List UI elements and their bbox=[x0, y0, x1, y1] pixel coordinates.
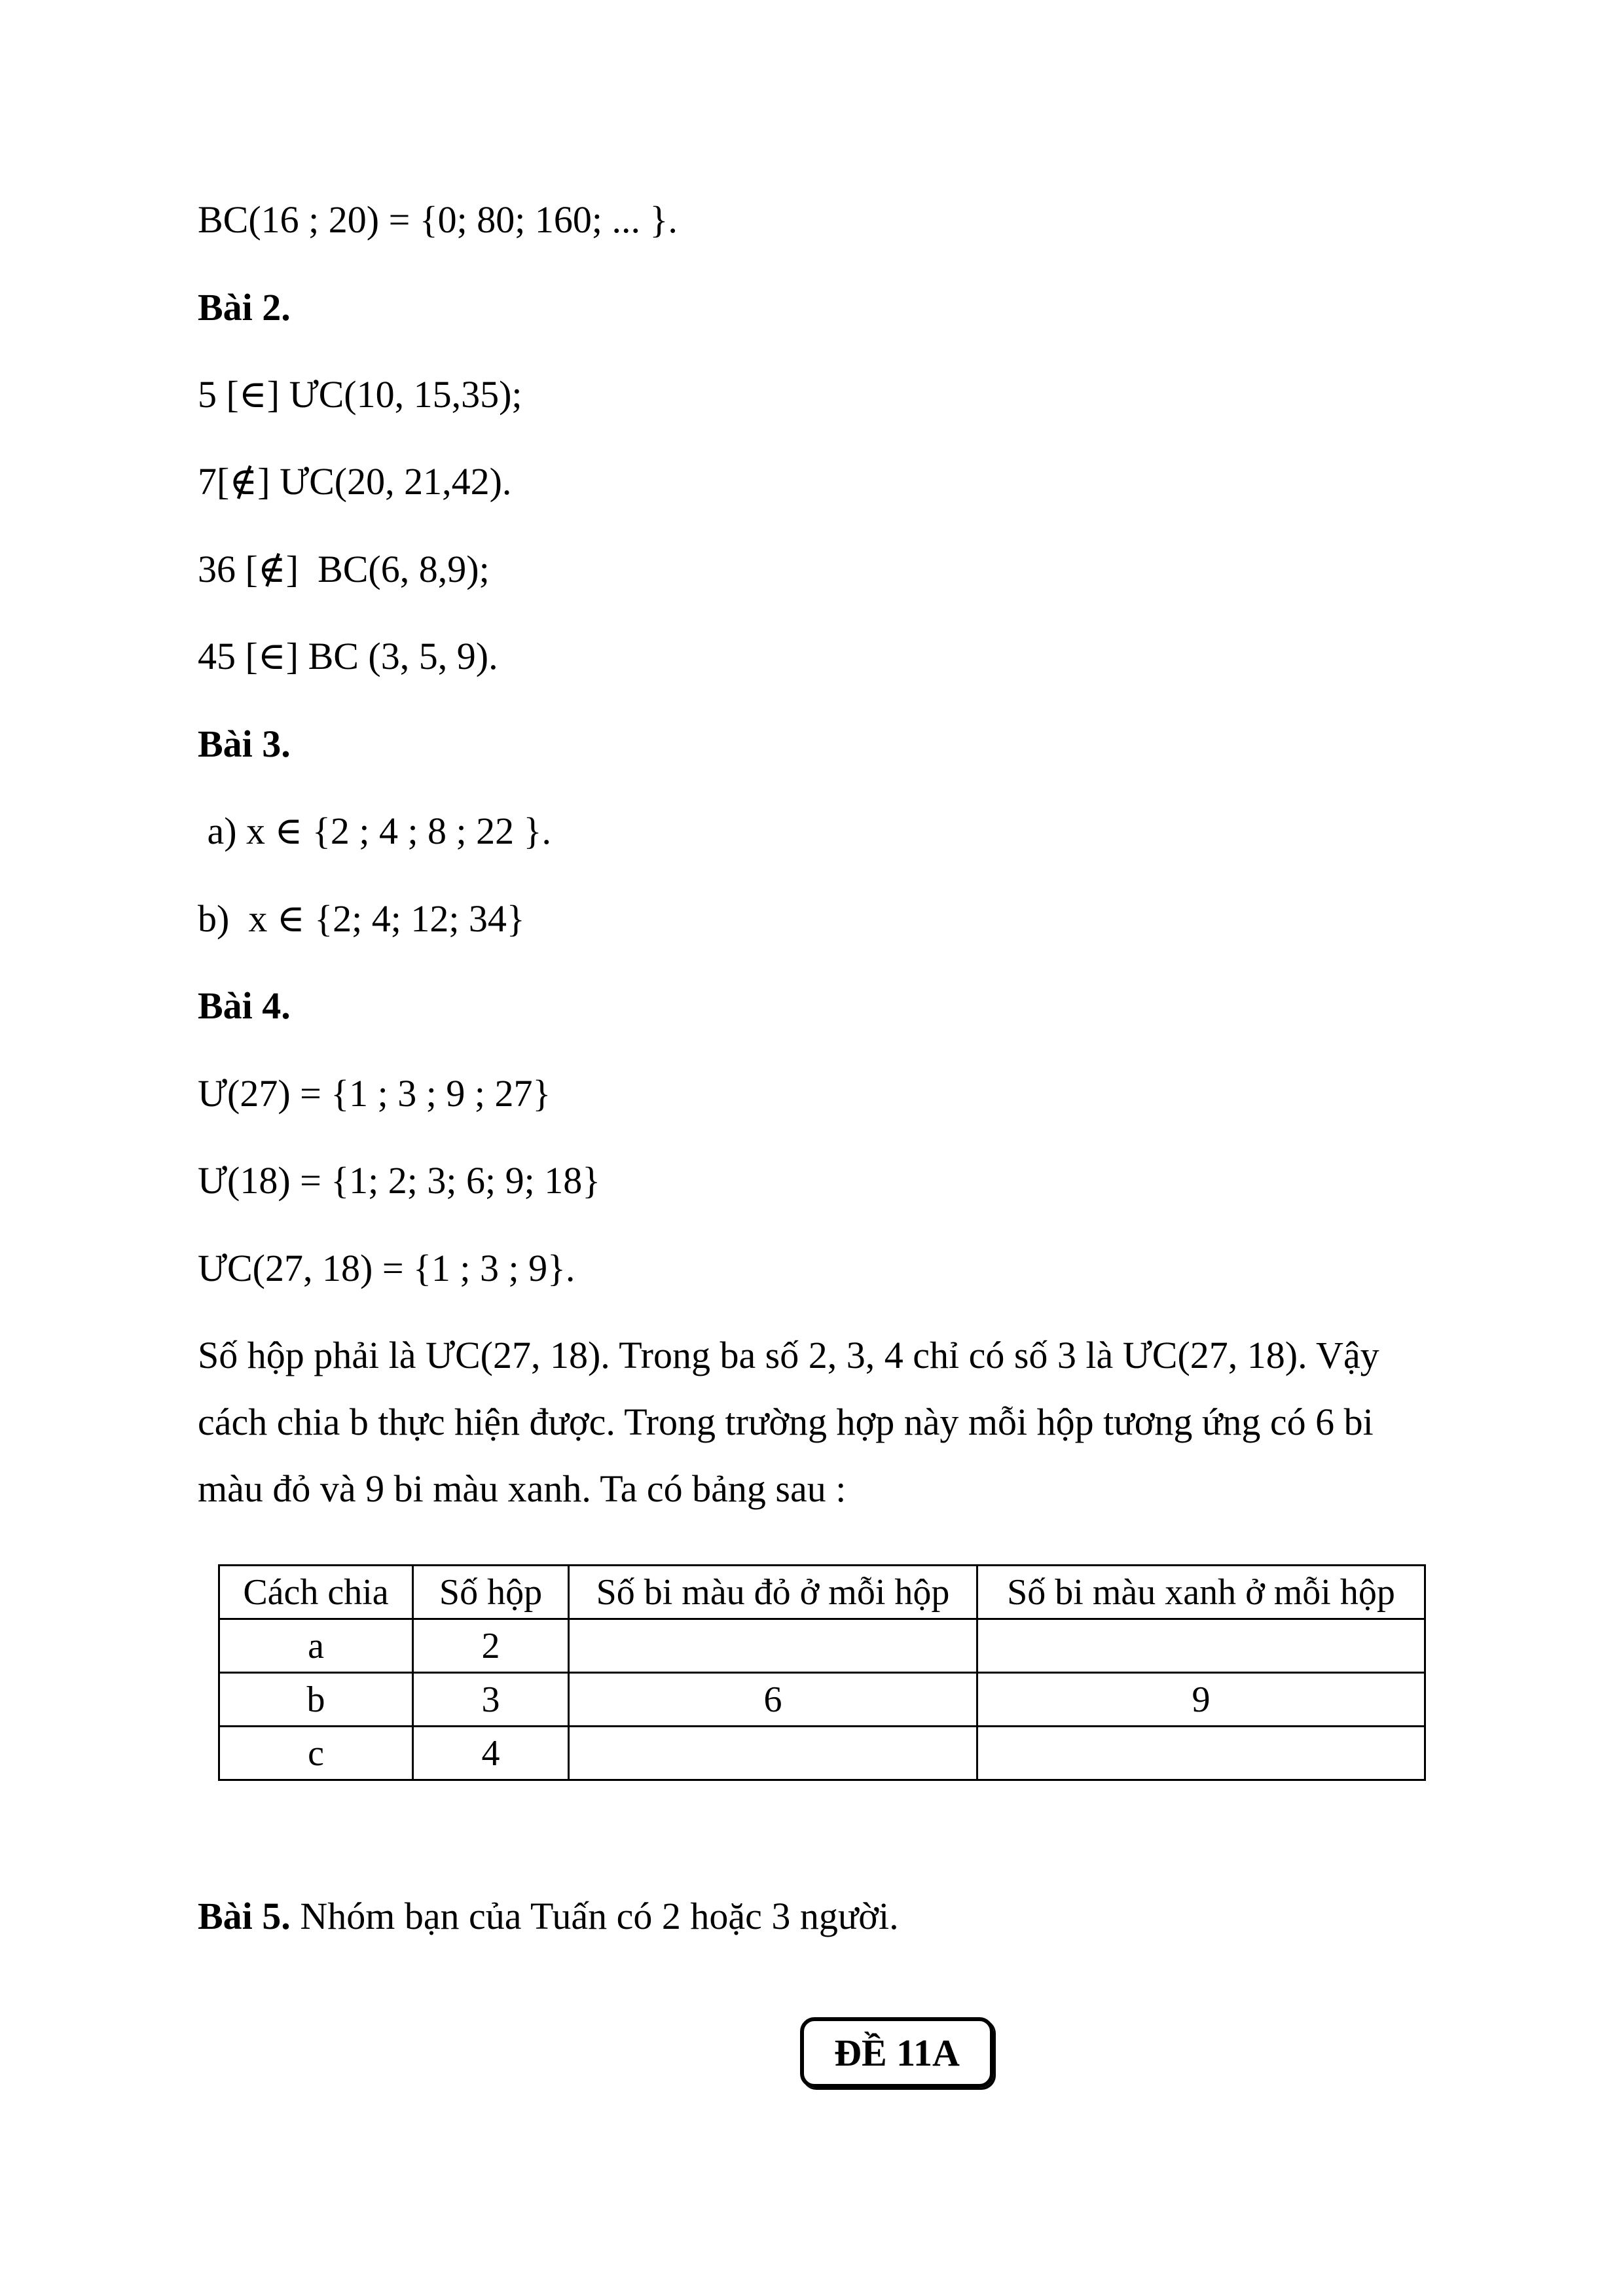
table-cell: 3 bbox=[413, 1673, 569, 1727]
table-cell: 2 bbox=[413, 1619, 569, 1673]
bai2-line-3: 36 [∉] BC(6, 8,9); bbox=[198, 548, 490, 590]
bai2-line-1: 5 [∈] ƯC(10, 15,35); bbox=[198, 373, 522, 416]
bai2-line-4: 45 [∈] BC (3, 5, 9). bbox=[198, 635, 498, 677]
table-cell: a bbox=[219, 1619, 413, 1673]
exam-code-label: ĐỀ 11A bbox=[834, 2031, 960, 2074]
table-cell: 9 bbox=[977, 1673, 1425, 1727]
bai2-line-2: 7[∉] ƯC(20, 21,42). bbox=[198, 460, 512, 503]
explanation-line: màu đỏ và 9 bi màu xanh. Ta có bảng sau : bbox=[198, 1467, 847, 1510]
table-cell: c bbox=[219, 1727, 413, 1780]
bai4-line-2: Ư(18) = {1; 2; 3; 6; 9; 18} bbox=[198, 1159, 601, 1202]
header-cell: Số bi màu xanh ở mỗi hộp bbox=[977, 1566, 1425, 1619]
table-row bbox=[219, 1619, 1425, 1673]
table-cell: 4 bbox=[413, 1727, 569, 1780]
division-table bbox=[218, 1564, 1426, 1781]
table-cell: b bbox=[219, 1673, 413, 1727]
bai4-heading: Bài 4. bbox=[198, 984, 291, 1027]
bai4-line-1: Ư(27) = {1 ; 3 ; 9 ; 27} bbox=[198, 1072, 551, 1115]
table-cell: 6 bbox=[569, 1673, 977, 1727]
bai3-part-a: a) x ∈ {2 ; 4 ; 8 ; 22 }. bbox=[198, 810, 552, 852]
exam-code-box bbox=[800, 2017, 994, 2088]
bc-16-20-line: BC(16 ; 20) = {0; 80; 160; ... }. bbox=[198, 198, 678, 241]
header-cell: Cách chia bbox=[219, 1566, 413, 1619]
table-cell bbox=[569, 1727, 977, 1780]
table-cell bbox=[977, 1727, 1425, 1780]
bai2-heading: Bài 2. bbox=[198, 286, 291, 329]
table-row bbox=[219, 1727, 1425, 1780]
header-cell: Số bi màu đỏ ở mỗi hộp bbox=[569, 1566, 977, 1619]
bai5-text: Nhóm bạn của Tuấn có 2 hoặc 3 người. bbox=[290, 1895, 899, 1937]
bai5-line bbox=[198, 1893, 899, 1939]
table-cell bbox=[977, 1619, 1425, 1673]
bai3-part-b: b) x ∈ {2; 4; 12; 34} bbox=[198, 897, 525, 940]
table-cell bbox=[569, 1619, 977, 1673]
bai5-heading: Bài 5. bbox=[198, 1895, 291, 1937]
header-cell: Số hộp bbox=[413, 1566, 569, 1619]
bai4-explanation bbox=[198, 1322, 1442, 1522]
table-row bbox=[219, 1673, 1425, 1727]
table-header-row bbox=[219, 1566, 1425, 1619]
explanation-line: cách chia b thực hiện được. Trong trường hợp này mỗi hộp tương ứng có 6 bi bbox=[198, 1401, 1374, 1443]
bai3-heading: Bài 3. bbox=[198, 723, 291, 765]
explanation-line: Số hộp phải là ƯC(27, 18). Trong ba số 2, 3, 4 chỉ có số 3 là ƯC(27, 18). Vậy bbox=[198, 1334, 1379, 1376]
bai4-line-3: ƯC(27, 18) = {1 ; 3 ; 9}. bbox=[198, 1247, 575, 1289]
